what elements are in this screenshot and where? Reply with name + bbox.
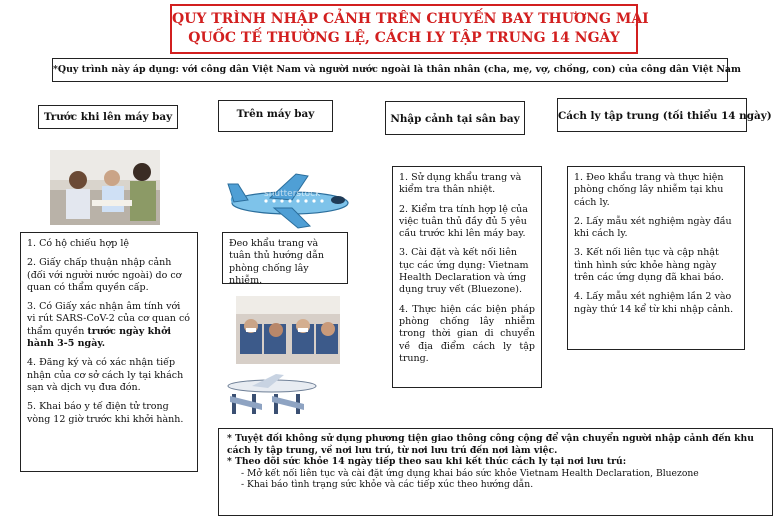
list-item: 1. Có hộ chiếu hợp lệ [27,238,130,249]
watermark-text: shutterstock [264,189,321,199]
airport-illustration [222,372,322,416]
checkin-photo [50,150,160,225]
stage-before-boarding: Trước khi lên máy bay [38,105,178,129]
list-item: 2. Giấy chấp thuận nhập cảnh (đối với người nước ngoài) do cơ quan có thẩm quyền cấp. [27,257,182,293]
list-item: 4. Đăng ký và có xác nhận tiếp nhận của cơ sở cách ly tại khách sạn và dịch vụ đưa đón. [27,357,184,393]
stage-airport-arrival: Nhập cảnh tại sân bay [385,101,525,135]
page-title [170,4,649,54]
note-public-transport: * Tuyệt đối không sử dụng phương tiện giao thông công cộng để vận chuyển người nhập cảnh đến khu cách ly tập trung, về nơi lưu trú, từ nơi lưu trú đến nơi làm việc. [227,433,754,456]
list-item: 2. Lấy mẫu xét nghiệm ngày đầu khi cách ly. [574,215,732,240]
list-item-text: 3. Có Giấy xác nhận âm tính với vi rút SARS-CoV-2 của cơ quan có thẩm quyền [27,301,190,337]
quarantine-list [567,166,745,350]
list-item: 2. Kiểm tra tính hợp lệ của việc tuân thủ đầy đủ 5 yêu cầu trước khi lên máy bay. [399,203,528,240]
scope-note: *Quy trình này áp dụng: với công dân Việt Nam và người nước ngoài là thân nhân (cha, mẹ, vợ, chồng, con) của công dân Việt Nam [52,58,728,82]
list-item: 4. Lấy mẫu xét nghiệm lần 2 vào ngày thứ 14 kể từ khi nhập cảnh. [574,291,734,315]
title-line-2: QUỐC TẾ THƯỜNG LỆ, CÁCH LY TẬP TRUNG 14 NGÀY [188,30,620,46]
list-item: 3. Kết nối liên tục và cập nhật tình hình sức khỏe hàng ngày trên các ứng dụng đã khai báo. [574,247,724,284]
title-line-1: QUY TRÌNH NHẬP CẢNH TRÊN CHUYẾN BAY THƯƠNG MẠI [172,11,649,27]
list-item-emphasis: trước ngày khởi hành 3-5 ngày. [27,325,172,350]
before-boarding-list [20,232,198,472]
cabin-photo [236,296,340,364]
onboard-note: Đeo khẩu trang và tuân thủ hướng dẫn phòng chống lây nhiễm. [222,232,348,284]
airplane-illustration [226,170,354,230]
note-health-monitoring: * Theo dõi sức khỏe 14 ngày tiếp theo sau khi kết thúc cách ly tại nơi lưu trú: [227,456,627,468]
list-item: 3. Cài đặt và kết nối liên tục các ứng dụng: Vietnam Health Declaration và ứng dụng truy vết (Bluezone). [399,247,529,296]
arrival-list [392,166,542,388]
stage-quarantine: Cách ly tập trung (tối thiểu 14 ngày) [557,98,747,132]
list-item: 1. Đeo khẩu trang và thực hiện phòng chống lây nhiễm tại khu cách ly. [574,172,724,208]
bottom-notes [218,428,773,516]
list-item: 1. Sử dụng khẩu trang và kiểm tra thân nhiệt. [399,172,522,196]
list-item: 5. Khai báo y tế điện tử trong vòng 12 giờ trước khi khởi hành. [27,401,184,425]
note-sub-item: - Khai báo tình trạng sức khỏe và các tiếp xúc theo hướng dẫn. [241,479,534,491]
list-item: 4. Thực hiện các biện pháp phòng chống lây nhiễm trong thời gian di chuyển về địa điểm cách ly tập trung. [399,303,535,364]
note-sub-item: - Mở kết nối liên tục và cài đặt ứng dụng khai báo sức khỏe Vietnam Health Declaration, Bluezone [241,467,699,479]
stage-on-board: Trên máy bay [218,100,333,132]
list-item [27,301,191,350]
